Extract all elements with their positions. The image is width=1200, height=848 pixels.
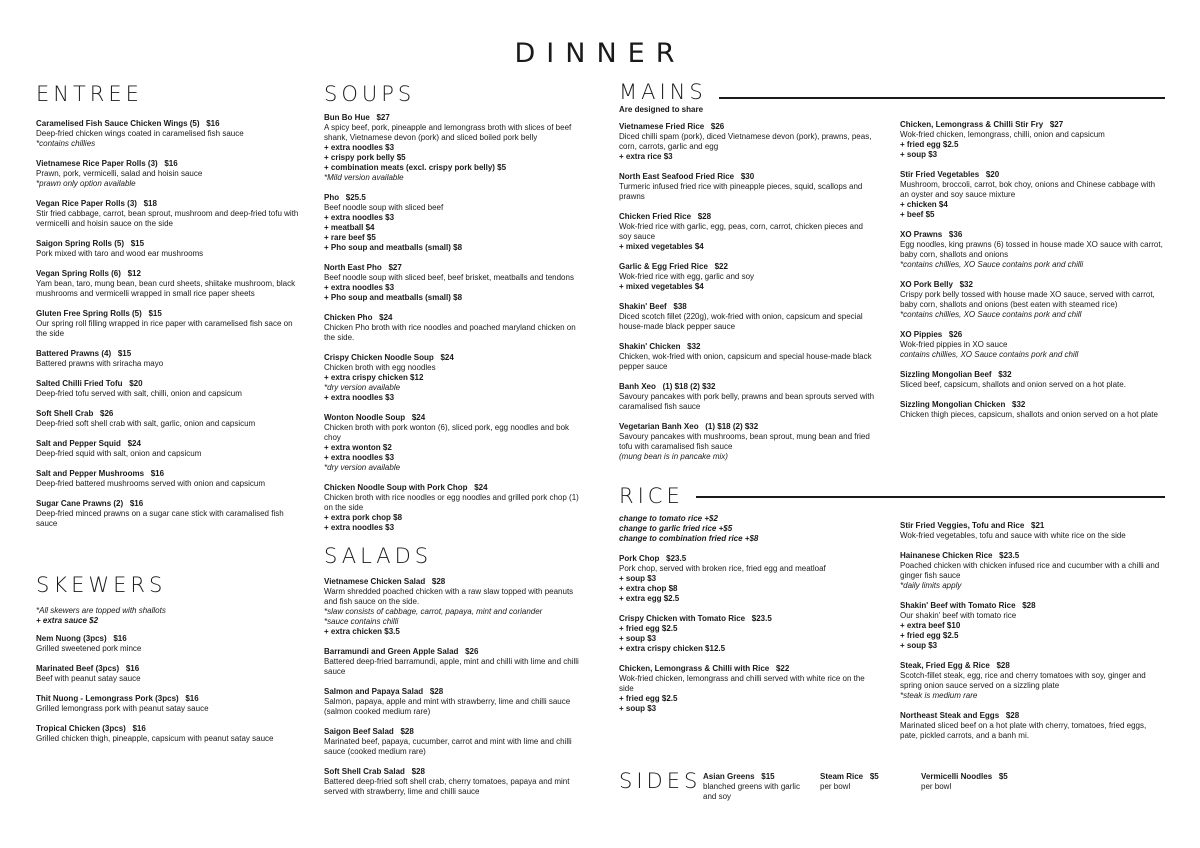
item-price: $26: [465, 647, 479, 656]
item-price: (1) $18 (2) $32: [662, 382, 716, 391]
menu-item: [36, 724, 304, 744]
menu-item: [619, 422, 875, 462]
menu-item: [619, 122, 875, 162]
item-price: $27: [388, 263, 402, 272]
menu-item: [36, 379, 304, 399]
rice-section: [619, 486, 1165, 507]
item-name: Pho: [324, 193, 340, 202]
item-extra: + extra crispy chicken $12: [324, 373, 424, 382]
rice-change-tomato: change to tomato rice +$2: [619, 514, 718, 523]
item-price: $23.5: [999, 551, 1020, 560]
item-price: $28: [411, 767, 425, 776]
item-price: $16: [113, 634, 127, 643]
menu-item: [36, 664, 304, 684]
item-desc: Pork chop, served with broken rice, fried egg and meatloaf: [619, 564, 826, 573]
item-price: $16: [150, 469, 165, 478]
item-name: Shakin' Beef with Tomato Rice: [900, 601, 1016, 610]
skewers-extra: + extra sauce $2: [36, 616, 99, 625]
menu-item: [900, 400, 1166, 420]
menu-item: [324, 413, 586, 473]
item-extra: + Pho soup and meatballs (small) $8: [324, 243, 463, 252]
item-name: Salt and Pepper Mushrooms: [36, 469, 145, 478]
item-price: $16: [185, 694, 199, 703]
item-extra: + soup $3: [619, 574, 657, 583]
menu-item: [900, 330, 1166, 360]
menu-item: [619, 212, 875, 252]
item-desc: Battered prawns with sriracha mayo: [36, 359, 164, 368]
item-price: $28: [996, 661, 1010, 670]
item-price: $28: [697, 212, 712, 221]
item-price: $21: [1031, 521, 1045, 530]
menu-item: [619, 342, 875, 372]
item-name: Wonton Noodle Soup: [324, 413, 406, 422]
mains-subheading: Are designed to share: [619, 105, 704, 114]
side-name: Steam Rice: [820, 772, 864, 781]
entree-section: [36, 84, 304, 539]
side-desc: blanched greens with garlic and soy: [703, 782, 800, 801]
item-name: Barramundi and Green Apple Salad: [324, 647, 459, 656]
item-extra: + fried egg $2.5: [900, 631, 959, 640]
rice-right-col: [900, 521, 1166, 751]
side-price: $5: [998, 772, 1008, 781]
item-price: (1) $18 (2) $32: [705, 422, 759, 431]
mains-left-col: [619, 122, 875, 472]
item-desc: Deep-fried tofu served with salt, chilli, onion and capsicum: [36, 389, 242, 398]
item-desc: Battered deep-fried barramundi, apple, mint and chilli with lime and chilli sauce: [324, 657, 579, 676]
item-price: $30: [740, 172, 755, 181]
item-price: $25.5: [345, 193, 366, 202]
mains-section: [619, 82, 1165, 114]
item-name: XO Prawns: [900, 230, 943, 239]
item-desc: Deep-fried battered mushrooms served with onion and capsicum: [36, 479, 266, 488]
item-extra: + extra pork chop $8: [324, 513, 403, 522]
menu-item: [324, 353, 586, 403]
item-desc: Marinated beef, papaya, cucumber, carrot and mint with lime and chilli sauce (cooked medium rare): [324, 737, 572, 756]
side-price: $15: [761, 772, 775, 781]
item-desc: Deep-fried soft shell crab with salt, garlic, onion and capsicum: [36, 419, 256, 428]
item-name: Tropical Chicken (3pcs): [36, 724, 126, 733]
soups-section: [324, 84, 586, 543]
side-name: Asian Greens: [703, 772, 755, 781]
item-desc: A spicy beef, pork, pineapple and lemongrass broth with slices of beef shank, Vietnamese devon (pork) and sliced boiled pork belly: [324, 123, 572, 142]
item-extra: + extra chop $8: [619, 584, 678, 593]
menu-item: [619, 554, 875, 604]
side-desc: per bowl: [921, 782, 952, 791]
item-desc: Chicken thigh pieces, capsicum, shallots and onion served on a hot plate: [900, 410, 1158, 419]
item-desc: Pork mixed with taro and wood ear mushrooms: [36, 249, 204, 258]
item-name: XO Pork Belly: [900, 280, 953, 289]
item-price: $32: [998, 370, 1012, 379]
item-name: Vegan Spring Rolls (6): [36, 269, 121, 278]
menu-item: [619, 262, 875, 292]
entree-list: [36, 119, 304, 529]
item-name: Garlic & Egg Fried Rice: [619, 262, 708, 271]
item-extra: + extra noodles $3: [324, 143, 395, 152]
item-price: $28: [1005, 711, 1020, 720]
item-extra: + combination meats (excl. crispy pork belly) $5: [324, 163, 507, 172]
item-desc: Turmeric infused fried rice with pineapple pieces, squid, scallops and prawns: [619, 182, 863, 201]
item-note: *Mild version available: [324, 173, 404, 182]
item-extra: + mixed vegetables $4: [619, 282, 704, 291]
menu-item: [36, 694, 304, 714]
menu-item: [36, 309, 304, 339]
rice-change-combination: change to combination fried rice +$8: [619, 534, 759, 543]
menu-item: [619, 172, 875, 202]
entree-heading: ENTREE: [36, 82, 143, 106]
item-name: Vegan Rice Paper Rolls (3): [36, 199, 137, 208]
item-name: Vietnamese Fried Rice: [619, 122, 705, 131]
item-name: Vegetarian Banh Xeo: [619, 422, 699, 431]
item-desc: Grilled lemongrass pork with peanut satay sauce: [36, 704, 209, 713]
item-desc: Grilled sweetened pork mince: [36, 644, 142, 653]
item-extra: + Pho soup and meatballs (small) $8: [324, 293, 463, 302]
item-name: Pork Chop: [619, 554, 660, 563]
item-extra: + extra wonton $2: [324, 443, 392, 452]
item-name: Marinated Beef (3pcs): [36, 664, 120, 673]
item-price: $27: [1049, 120, 1064, 129]
skewers-list: [36, 634, 304, 744]
item-price: $16: [206, 119, 220, 128]
item-extra: + extra noodles $3: [324, 523, 395, 532]
rice-rule: [696, 496, 1165, 498]
menu-item: [324, 193, 586, 253]
item-name: North East Seafood Fried Rice: [619, 172, 735, 181]
skewers-notes: [36, 606, 304, 626]
menu-item: [324, 767, 586, 797]
item-price: $26: [710, 122, 725, 131]
menu-item: [900, 711, 1166, 741]
item-name: Thit Nuong - Lemongrass Pork (3pcs): [36, 694, 179, 703]
item-extra: + mixed vegetables $4: [619, 242, 704, 251]
item-desc: Wok-fried rice with garlic, egg, peas, corn, carrot, chicken pieces and soy sauce: [619, 222, 863, 241]
item-note: *dry version available: [324, 463, 401, 472]
item-extra: + soup $3: [900, 150, 938, 159]
menu-item: [900, 170, 1166, 220]
menu-item: [36, 439, 304, 459]
item-price: $28: [431, 577, 446, 586]
item-desc: Chicken broth with rice noodles or egg noodles and grilled pork chop (1) on the side: [324, 493, 579, 512]
menu-item: [619, 382, 875, 412]
salads-heading: SALADS: [324, 544, 433, 568]
side-name: Vermicelli Noodles: [921, 772, 993, 781]
salads-section: [324, 546, 586, 807]
menu-item: [619, 664, 875, 714]
item-desc: Deep-fried squid with salt, onion and capsicum: [36, 449, 202, 458]
item-extra: + meatball $4: [324, 223, 375, 232]
menu-item: [324, 647, 586, 677]
item-price: $24: [474, 483, 488, 492]
menu-item: [36, 199, 304, 229]
item-extra: + extra egg $2.5: [619, 594, 680, 603]
item-price: $16: [125, 664, 140, 673]
menu-item: [619, 614, 875, 654]
page-title: DINNER: [514, 38, 686, 69]
item-price: $15: [130, 239, 145, 248]
item-name: Sizzling Mongolian Beef: [900, 370, 992, 379]
item-extra: + fried egg $2.5: [619, 624, 678, 633]
rice-changes: [619, 514, 875, 544]
rice-left: [619, 514, 875, 724]
mains-heading: MAINS: [619, 80, 707, 104]
item-desc: Wok-fried vegetables, tofu and sauce with white rice on the side: [900, 531, 1126, 540]
item-desc: Diced scotch fillet (220g), wok-fried with onion, capsicum and special house-made black pepper sauce: [619, 312, 863, 331]
menu-item: [900, 551, 1166, 591]
item-desc: Chicken broth with egg noodles: [324, 363, 436, 372]
menu-item: [900, 661, 1166, 701]
rice-left-list: [619, 554, 875, 714]
item-desc: Prawn, pork, vermicelli, salad and hoisin sauce: [36, 169, 203, 178]
item-name: Soft Shell Crab Salad: [324, 767, 405, 776]
mains-heading-row: [619, 82, 1165, 103]
menu-item: [36, 269, 304, 299]
menu-item: [900, 521, 1166, 541]
item-desc: Diced chilli spam (pork), diced Vietnamese devon (pork), prawns, peas, corn, carrots, garlic and egg: [619, 132, 872, 151]
item-name: Crispy Chicken Noodle Soup: [324, 353, 434, 362]
item-name: Vietnamese Chicken Salad: [324, 577, 426, 586]
item-name: Sizzling Mongolian Chicken: [900, 400, 1006, 409]
menu-item: [900, 120, 1166, 160]
item-note: contains chillies, XO Sauce contains pork and chill: [900, 350, 1079, 359]
skewers-note: *All skewers are topped with shallots: [36, 606, 166, 615]
menu-item: [36, 409, 304, 429]
item-name: Steak, Fried Egg & Rice: [900, 661, 990, 670]
item-name: Northeast Steak and Eggs: [900, 711, 1000, 720]
item-desc: Poached chicken with chicken infused rice and cucumber with a chilli and ginger fish sauce: [900, 561, 1160, 580]
item-note: *steak is medium rare: [900, 691, 978, 700]
item-desc: Warm shredded poached chicken with a raw slaw topped with peanuts and fish sauce on the side.: [324, 587, 574, 606]
item-note: *prawn only option available: [36, 179, 136, 188]
side-price: $5: [869, 772, 879, 781]
sides-heading: SIDES: [619, 769, 702, 793]
item-extra: + beef $5: [900, 210, 935, 219]
menu-item: [36, 349, 304, 369]
item-note: *dry version available: [324, 383, 401, 392]
menu-item: [324, 727, 586, 757]
menu-item: [36, 119, 304, 149]
menu-item: [900, 230, 1166, 270]
menu-item: [900, 370, 1166, 390]
item-extra: + extra crispy chicken $12.5: [619, 644, 726, 653]
item-price: $16: [164, 159, 178, 168]
item-extra: + extra rice $3: [619, 152, 673, 161]
item-desc: Beef with peanut satay sauce: [36, 674, 141, 683]
item-desc: Scotch-fillet steak, egg, rice and cherry tomatoes with soy, ginger and spring onion sauce served on a sizzling plate: [900, 671, 1146, 690]
item-price: $24: [127, 439, 141, 448]
item-name: Chicken, Lemongrass & Chilli with Rice: [619, 664, 770, 673]
salads-list: [324, 577, 586, 797]
menu-item: [324, 577, 586, 637]
item-desc: Wok-fried rice with egg, garlic and soy: [619, 272, 755, 281]
item-name: Hainanese Chicken Rice: [900, 551, 993, 560]
item-extra: + rare beef $5: [324, 233, 376, 242]
item-price: $32: [1012, 400, 1026, 409]
item-desc: Chicken, wok-fried with onion, capsicum and special house-made black pepper sauce: [619, 352, 872, 371]
menu-item: [36, 159, 304, 189]
item-desc: Beef noodle soup with sliced beef: [324, 203, 444, 212]
item-desc: Battered deep-fried soft shell crab, cherry tomatoes, papaya and mint served with strawberry, lime and chilli sauce: [324, 777, 570, 796]
side-item: [703, 772, 803, 802]
item-extra: + extra noodles $3: [324, 283, 395, 292]
menu-item: [36, 634, 304, 654]
item-extra: + extra chicken $3.5: [324, 627, 400, 636]
item-extra: + extra noodles $3: [324, 213, 395, 222]
item-price: $22: [775, 664, 790, 673]
item-price: $15: [148, 309, 162, 318]
item-name: Battered Prawns (4): [36, 349, 112, 358]
item-desc: Chicken broth with pork wonton (6), sliced pork, egg noodles and bok choy: [324, 423, 570, 442]
item-desc: Salmon, papaya, apple and mint with strawberry, lime and chilli sauce (salmon cooked medium rare): [324, 697, 571, 716]
item-price: $12: [127, 269, 141, 278]
item-note: *slaw consists of cabbage, carrot, papaya, mint and coriander: [324, 607, 543, 616]
item-name: Caramelised Fish Sauce Chicken Wings (5): [36, 119, 200, 128]
item-note: *daily limits apply: [900, 581, 962, 590]
item-name: Saigon Spring Rolls (5): [36, 239, 125, 248]
item-name: XO Pippies: [900, 330, 943, 339]
item-desc: Egg noodles, king prawns (6) tossed in house made XO sauce with carrot, baby corn, shallots and onions: [900, 240, 1163, 259]
mains-right-col: [900, 120, 1166, 430]
item-name: Nem Nuong (3pcs): [36, 634, 107, 643]
side-item: [820, 772, 910, 792]
item-name: Banh Xeo: [619, 382, 656, 391]
item-price: $32: [959, 280, 973, 289]
item-desc: Crispy pork belly tossed with house made XO sauce, served with carrot, baby corn, shallots and onions (best eaten with steamed rice): [900, 290, 1155, 309]
item-price: $20: [129, 379, 143, 388]
item-desc: Beef noodle soup with sliced beef, beef brisket, meatballs and tendons: [324, 273, 574, 282]
item-desc: Our spring roll filling wrapped in rice paper with caramelised fish sace on the side: [36, 319, 293, 338]
item-name: Shakin' Chicken: [619, 342, 681, 351]
item-name: Bun Bo Hue: [324, 113, 370, 122]
item-price: $32: [687, 342, 701, 351]
rice-heading-row: [619, 486, 1165, 507]
item-price: $28: [400, 727, 414, 736]
item-price: $27: [376, 113, 390, 122]
item-desc: Savoury pancakes with mushrooms, bean sprout, mung bean and fried tofu with caramalised fish sauce: [619, 432, 870, 451]
rice-heading: RICE: [619, 484, 684, 508]
skewers-heading: SKEWERS: [36, 573, 167, 597]
item-name: Salt and Pepper Squid: [36, 439, 121, 448]
item-price: $36: [948, 230, 963, 239]
item-price: $38: [673, 302, 687, 311]
item-price: $23.5: [751, 614, 772, 623]
item-desc: Stir fried cabbage, carrot, bean sprout, mushroom and deep-fried tofu with vermicelli and hoisin sauce on the side: [36, 209, 299, 228]
item-price: $28: [1022, 601, 1036, 610]
item-name: Stir Fried Veggies, Tofu and Rice: [900, 521, 1025, 530]
item-extra: + extra beef $10: [900, 621, 961, 630]
item-desc: Marinated sliced beef on a hot plate with cherry, tomatoes, fried eggs, pate, pickled carrots, and a banh mi.: [900, 721, 1147, 740]
item-name: Shakin' Beef: [619, 302, 667, 311]
menu-item: [900, 601, 1166, 651]
item-extra: + fried egg $2.5: [900, 140, 959, 149]
item-desc: Wok-fried chicken, lemongrass and chilli served with white rice on the side: [619, 674, 865, 693]
item-price: $24: [440, 353, 454, 362]
item-price: $18: [143, 199, 157, 208]
item-price: $15: [117, 349, 132, 358]
item-extra: + soup $3: [900, 641, 938, 650]
item-price: $26: [100, 409, 114, 418]
menu-item: [36, 239, 304, 259]
item-price: $28: [429, 687, 444, 696]
menu-item: [36, 469, 304, 489]
menu-item: [324, 113, 586, 183]
item-desc: Our shakin' beef with tomato rice: [900, 611, 1017, 620]
rice-change-garlic: change to garlic fried rice +$5: [619, 524, 733, 533]
menu-item: [324, 687, 586, 717]
item-extra: + soup $3: [619, 704, 657, 713]
item-name: Crispy Chicken with Tomato Rice: [619, 614, 746, 623]
menu-item: [619, 302, 875, 332]
item-name: Gluten Free Spring Rolls (5): [36, 309, 142, 318]
item-desc: Wok-fried pippies in XO sauce: [900, 340, 1008, 349]
item-extra: + fried egg $2.5: [619, 694, 678, 703]
item-name: Salmon and Papaya Salad: [324, 687, 424, 696]
menu-item: [36, 499, 304, 529]
item-desc: Mushroom, broccoli, carrot, bok choy, onions and Chinese cabbage with an oyster and soy sauce mixture: [900, 180, 1156, 199]
soups-list: [324, 113, 586, 533]
menu-item: [900, 280, 1166, 320]
item-name: Chicken Fried Rice: [619, 212, 692, 221]
menu-item: [324, 483, 586, 533]
side-item: [921, 772, 1061, 792]
item-name: Sugar Cane Prawns (2): [36, 499, 124, 508]
item-desc: Deep-fried chicken wings coated in caramelised fish sauce: [36, 129, 244, 138]
item-extra: + chicken $4: [900, 200, 948, 209]
item-price: $24: [411, 413, 426, 422]
skewers-section: [36, 575, 304, 754]
menu-item: [324, 313, 586, 343]
item-extra: + crispy pork belly $5: [324, 153, 406, 162]
item-name: North East Pho: [324, 263, 382, 272]
menu-item: [324, 263, 586, 303]
item-price: $16: [132, 724, 146, 733]
sides-section: [619, 771, 701, 792]
item-name: Salted Chilli Fried Tofu: [36, 379, 123, 388]
item-name: Soft Shell Crab: [36, 409, 94, 418]
soups-heading: SOUPS: [324, 82, 416, 106]
item-desc: Chicken Pho broth with rice noodles and poached maryland chicken on the side.: [324, 323, 576, 342]
item-note: *sauce contains chilli: [324, 617, 399, 626]
side-desc: per bowl: [820, 782, 851, 791]
item-desc: Sliced beef, capsicum, shallots and onion served on a hot plate.: [900, 380, 1126, 389]
item-price: $26: [948, 330, 963, 339]
item-desc: Wok-fried chicken, lemongrass, chilli, onion and capsicum: [900, 130, 1105, 139]
item-price: $20: [985, 170, 1000, 179]
item-extra: + extra noodles $3: [324, 453, 395, 462]
item-extra: + soup $3: [619, 634, 657, 643]
item-name: Saigon Beef Salad: [324, 727, 394, 736]
item-name: Chicken Noodle Soup with Pork Chop: [324, 483, 468, 492]
item-price: $24: [379, 313, 393, 322]
item-price: $22: [714, 262, 728, 271]
item-extra: + extra noodles $3: [324, 393, 395, 402]
item-note: (mung bean is in pancake mix): [619, 452, 728, 461]
item-desc: Deep-fried minced prawns on a sugar cane stick with caramalised fish sauce: [36, 509, 284, 528]
item-price: $23.5: [666, 554, 687, 563]
item-name: Chicken, Lemongrass & Chilli Stir Fry: [900, 120, 1044, 129]
item-desc: Yam bean, taro, mung bean, bean curd sheets, shiitake mushroom, black mushrooms and vermicelli wrapped in small rice paper sheets: [36, 279, 296, 298]
item-desc: Savoury pancakes with pork belly, prawns and bean sprouts served with caramalised fish sauce: [619, 392, 875, 411]
item-note: *contains chillies, XO Sauce contains pork and chilli: [900, 260, 1084, 269]
item-desc: Grilled chicken thigh, pineapple, capsicum with peanut satay sauce: [36, 734, 274, 743]
item-name: Vietnamese Rice Paper Rolls (3): [36, 159, 158, 168]
item-note: *contains chillies: [36, 139, 96, 148]
item-note: *contains chillies, XO Sauce contains pork and chill: [900, 310, 1082, 319]
mains-rule: [719, 97, 1165, 99]
item-name: Stir Fried Vegetables: [900, 170, 980, 179]
item-name: Chicken Pho: [324, 313, 373, 322]
item-price: $16: [129, 499, 144, 508]
